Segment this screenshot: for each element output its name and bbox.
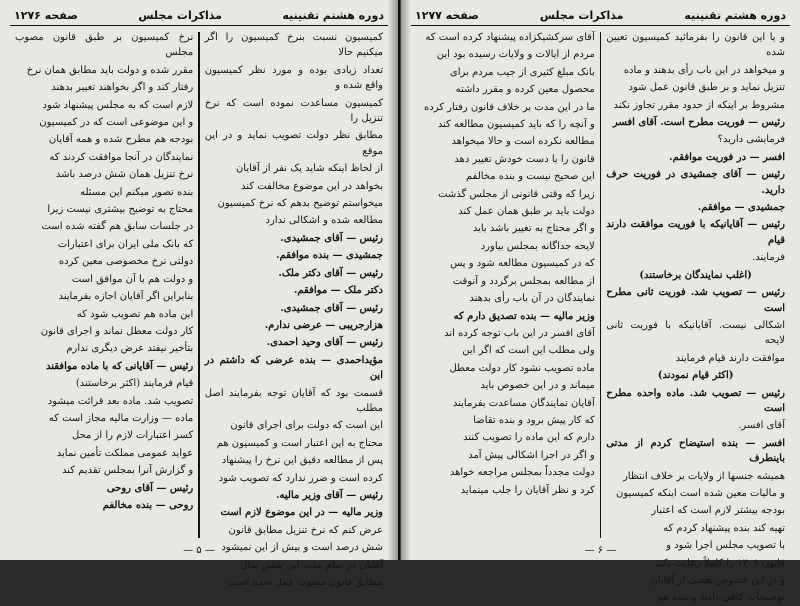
- text-line: کار دولت معطل نماند و اجرای قانون: [40, 325, 194, 337]
- text-line: و در این خصوص بعضی از آقایان: [650, 575, 785, 586]
- text-line: نرخ کمیسیون بر طبق قانون مصوب مجلس: [15, 32, 194, 59]
- text-line: پس از مطالعه دقیق این نرخ را پیشنهاد: [221, 455, 383, 467]
- text-line: قیام فرمایند (اکثر برخاستند): [75, 378, 194, 390]
- text-line: آقایان در تمام مدت این شش سال: [240, 559, 383, 571]
- text-line: بانک مبلغ کثیری از جیب مردم برای: [449, 66, 595, 78]
- text-line: رئیس — تصویب شد. فوریت ثانی مطرح است: [606, 287, 785, 314]
- text-line: قسمت بود که آقایان توجه بفرمایند اصل مطلب: [204, 387, 383, 414]
- text-line: کمیسیون مساعدت نموده است که نرخ تنزیل را: [204, 97, 383, 125]
- text-line: رفتار کند و اگر بخواهند تغییر بدهند: [51, 82, 194, 94]
- text-line: روحی — بنده مخالفم: [102, 499, 194, 511]
- text-line: دکتر ملک — موافقم.: [293, 285, 383, 297]
- column-divider: [198, 32, 200, 538]
- text-line: که بانک ملی ایران برای اعتبارات: [57, 238, 194, 250]
- left-page-left-column: [10, 30, 198, 540]
- text-line: رئیس — آقای جمشیدی.: [280, 232, 383, 244]
- text-line: مطابق قانون مصوب عمل شده است: [228, 577, 383, 588]
- text-line: دولتی نرخ مخصوصی معین کرده: [58, 256, 194, 268]
- header-page-label: صفحه ۱۲۷۷: [415, 9, 479, 22]
- right-page-columns: [411, 30, 790, 604]
- header-page-label: صفحه ۱۲۷۶: [14, 9, 78, 22]
- text-line: محصول معین کرده و مقرر داشته: [455, 84, 595, 96]
- text-line: ما در این مدت بر خلاف قانون رفتار کرده: [424, 101, 595, 113]
- text-line: بودجه هم مطرح شده و همه آقایان: [48, 134, 194, 146]
- text-line: اشکالی نیست. آقایانیکه با فوریت ثانی لایحه: [606, 319, 785, 347]
- text-line: ماده — وزارت مالیه مجاز است که: [48, 412, 194, 424]
- text-line: عرض کنم که نرخ تنزیل مطابق قانون: [228, 524, 383, 536]
- text-line: با تصویب مجلس اجرا شود و: [666, 540, 785, 552]
- text-line: آقای افسر در این باب توجه کرده اند: [444, 327, 595, 339]
- text-line: رئیس — آقای جمشیدی در فوریت حرف دارید.: [606, 169, 785, 196]
- text-line: آقای افسر.: [738, 420, 785, 432]
- text-line: کسر اعتبارات لازم را از محل: [71, 430, 194, 442]
- text-line: بنده تصور میکنم این مسئله: [80, 186, 194, 198]
- text-line: و اگر در اجرا اشکالی پیش آمد: [468, 449, 595, 461]
- text-line: از مطالعه بمجلس برگردد و آنوقت: [452, 275, 595, 287]
- text-line: نرخ تنزیل همان شش درصد باشد: [55, 169, 194, 181]
- text-line: فرمایند.: [752, 252, 785, 264]
- text-line: دولت باید بر طبق همان عمل کند: [458, 206, 595, 218]
- text-line: رئیس — فوریت مطرح است. آقای افسر: [612, 117, 785, 129]
- text-line: و یا این قانون را بفرمائید کمیسیون تعیین شده: [606, 32, 785, 59]
- text-line: این صحیح نیست و بنده مخالفم: [465, 171, 595, 183]
- text-line: همیشه جنسها از ولایات بر خلاف انتظار: [622, 470, 785, 482]
- right-page-header: [411, 6, 790, 26]
- text-line: جمشیدی — موافقم.: [697, 202, 785, 214]
- text-line: نمایندگان در آن باب رأی بدهند: [469, 293, 595, 305]
- left-page-right-column: [200, 30, 388, 588]
- header-volume: دوره هشتم تقنینیه: [282, 9, 384, 22]
- text-line: بنابراین اگر آقایان اجازه بفرمایند: [58, 291, 194, 303]
- text-line: قانون را با دست خودش تغییر دهد: [454, 153, 595, 165]
- text-line: کرد و نظر آقایان را جلب مینماید: [460, 484, 595, 496]
- text-line: رئیس — آقای دکتر ملک.: [278, 267, 383, 279]
- right-page-number: — ۶ —: [584, 545, 617, 556]
- text-line: رئیس — آقایانیکه با فوریت موافقت دارند قیام: [606, 219, 785, 246]
- text-line: بخواهد در این موضوع مخالفت کند: [240, 180, 383, 192]
- text-line: رئیس — تصویب شد. ماده واحده مطرح است: [606, 387, 785, 414]
- text-line: میماند و در این خصوص باید: [480, 380, 595, 392]
- text-line: کرده است و ضرر ندارد که تصویب شود: [218, 472, 383, 484]
- header-title: مذاکرات مجلس: [138, 9, 222, 22]
- text-line: وزیر مالیه — در این موضوع لازم است: [220, 507, 383, 519]
- text-line: و گزارش آنرا بمجلس تقدیم کند: [61, 465, 194, 477]
- text-line: این است که دولت برای اجرای قانون: [230, 420, 383, 432]
- text-line: دولت مجدداً بمجلس مراجعه خواهد: [449, 467, 595, 479]
- left-page-number: — ۵ —: [183, 545, 215, 556]
- text-line: رئیس — آقایانی که با ماده موافقند: [45, 360, 194, 372]
- text-line: ماده تصویب نشود کار دولت معطل: [449, 362, 595, 374]
- text-line: افسر — در فوریت موافقم.: [669, 151, 785, 163]
- text-line: محتاج به این اعتبار است و کمیسیون هم: [216, 437, 383, 449]
- text-line: هزارجریبی — عرضی ندارم.: [264, 319, 383, 331]
- text-line: فرمایشی دارید؟: [717, 134, 785, 146]
- text-line: مؤیداحمدی — بنده عرضی که داشتم در این: [204, 354, 383, 382]
- left-page: [0, 0, 400, 588]
- text-line: تصویب شد. ماده بعد قرائت میشود: [47, 395, 194, 407]
- text-line: بودجه بیشتر لازم است که اعتبار: [651, 505, 785, 517]
- text-line: و آنچه را که باید کمیسیون مطالعه کند: [437, 119, 595, 131]
- text-line: افسر — بنده استیضاح کردم از مدتی باینطرف: [606, 437, 785, 465]
- right-page: [400, 0, 800, 604]
- text-line: و میخواهد در این باب رأی بدهند و ماده: [623, 64, 785, 76]
- text-line: لازم است که به مجلس پیشنهاد شود: [42, 99, 194, 111]
- gutter-shadow: [401, 0, 411, 560]
- text-line: و دولت هم با آن موافق است: [71, 273, 194, 285]
- text-line: آقایان نمایندگان مساعدت بفرمایند: [452, 397, 595, 409]
- text-line: این ماده هم تصویب شود که: [76, 308, 194, 320]
- text-line: تنزیل نماید و بر طبق قانون عمل شود: [628, 82, 785, 94]
- text-line: و این موضوعی است که در کمیسیون: [39, 117, 194, 129]
- text-line: مشروط بر اینکه از حدود مقرر تجاوز نکند: [613, 99, 785, 111]
- text-line: میخواستم توضیح بدهم که نرخ کمیسیون: [217, 198, 383, 210]
- text-line: در جلسات سابق هم گفته شده است: [41, 221, 194, 233]
- right-page-left-column: [411, 30, 600, 540]
- column-divider: [600, 32, 602, 538]
- text-line: بتأخیر نیفتد عرض دیگری ندارم: [66, 343, 194, 355]
- text-line: و اگر محتاج به تغییر باشد باید: [472, 223, 595, 235]
- left-page-columns: [10, 30, 388, 588]
- text-line: لایحه جداگانه بمجلس بیاورد: [480, 240, 595, 252]
- text-line: مردم از ایالات و ولایات رسیده بود این: [436, 49, 595, 61]
- text-line: (اغلب نمایندگان برخاستند): [639, 269, 752, 281]
- text-line: ولی مطلب این است که اگر این: [462, 345, 595, 357]
- text-line: توضیحات کافی دادند و بنده هم: [657, 592, 785, 604]
- text-line: مطابق نظر دولت تصویب نماید و در این موقع: [204, 130, 383, 157]
- text-line: موافقت دارند قیام فرمایند: [675, 352, 785, 364]
- text-line: (اکثر قیام نمودند): [657, 370, 734, 382]
- text-line: کمیسیون نسبت بنرخ کمیسیون را اگر میکنیم حالا: [204, 32, 383, 59]
- text-line: شش درصد است و بیش از این نمیشود: [221, 542, 383, 554]
- text-line: تعداد زیادی بوده و مورد نظر کمیسیون واقع شده و: [204, 64, 383, 92]
- text-line: رئیس — آقای وزیر مالیه.: [275, 489, 383, 501]
- text-line: از لحاظ اینکه شاید یک نفر از آقایان: [235, 163, 383, 175]
- text-line: رئیس — آقای جمشیدی.: [280, 302, 383, 314]
- text-line: زیرا که وقتی قانونی از مجلس گذشت: [438, 188, 595, 200]
- gutter-shadow: [388, 0, 398, 560]
- text-line: محتاج به توضیح بیشتری نیست زیرا: [47, 204, 194, 216]
- text-line: نمایندگان در آنجا موافقت کردند که: [49, 151, 194, 163]
- text-line: وزیر مالیه — بنده تصدیق دارم که: [453, 310, 595, 322]
- text-line: که کار پیش برود و بنده تقاضا: [473, 414, 595, 426]
- text-line: دارم که این ماده را تصویب کنند: [463, 432, 595, 444]
- left-page-header: [10, 6, 388, 26]
- header-title: مذاکرات مجلس: [539, 9, 624, 22]
- text-line: قانون ۱۳۰۹ را کاملاً رعایت بکند: [654, 557, 785, 569]
- text-line: تهیه کند بنده پیشنهاد کردم که: [663, 522, 785, 534]
- text-line: آقای سرکشیکزاده پیشنهاد کرده است که: [425, 32, 595, 43]
- text-line: مطالعه شده و اشکالی ندارد: [265, 215, 383, 227]
- text-line: جمشیدی — بنده موافقم.: [276, 250, 383, 262]
- text-line: مقرر شده و دولت باید مطابق همان نرخ: [26, 64, 194, 76]
- text-line: که در کمیسیون مطالعه شود و پس: [450, 258, 595, 270]
- text-line: و مالیات معین شده است اینکه کمیسیون: [616, 487, 785, 499]
- right-page-right-column: [601, 30, 790, 604]
- text-line: رئیس — آقای وحید احمدی.: [266, 337, 383, 349]
- text-line: رئیس — آقای روحی: [106, 482, 194, 494]
- text-line: مطالعه نکرده است و حالا میخواهد: [451, 136, 595, 148]
- text-line: عواید عمومی مملکت تأمین نماید: [56, 447, 194, 459]
- header-volume: دوره هشتم تقنینیه: [684, 9, 786, 22]
